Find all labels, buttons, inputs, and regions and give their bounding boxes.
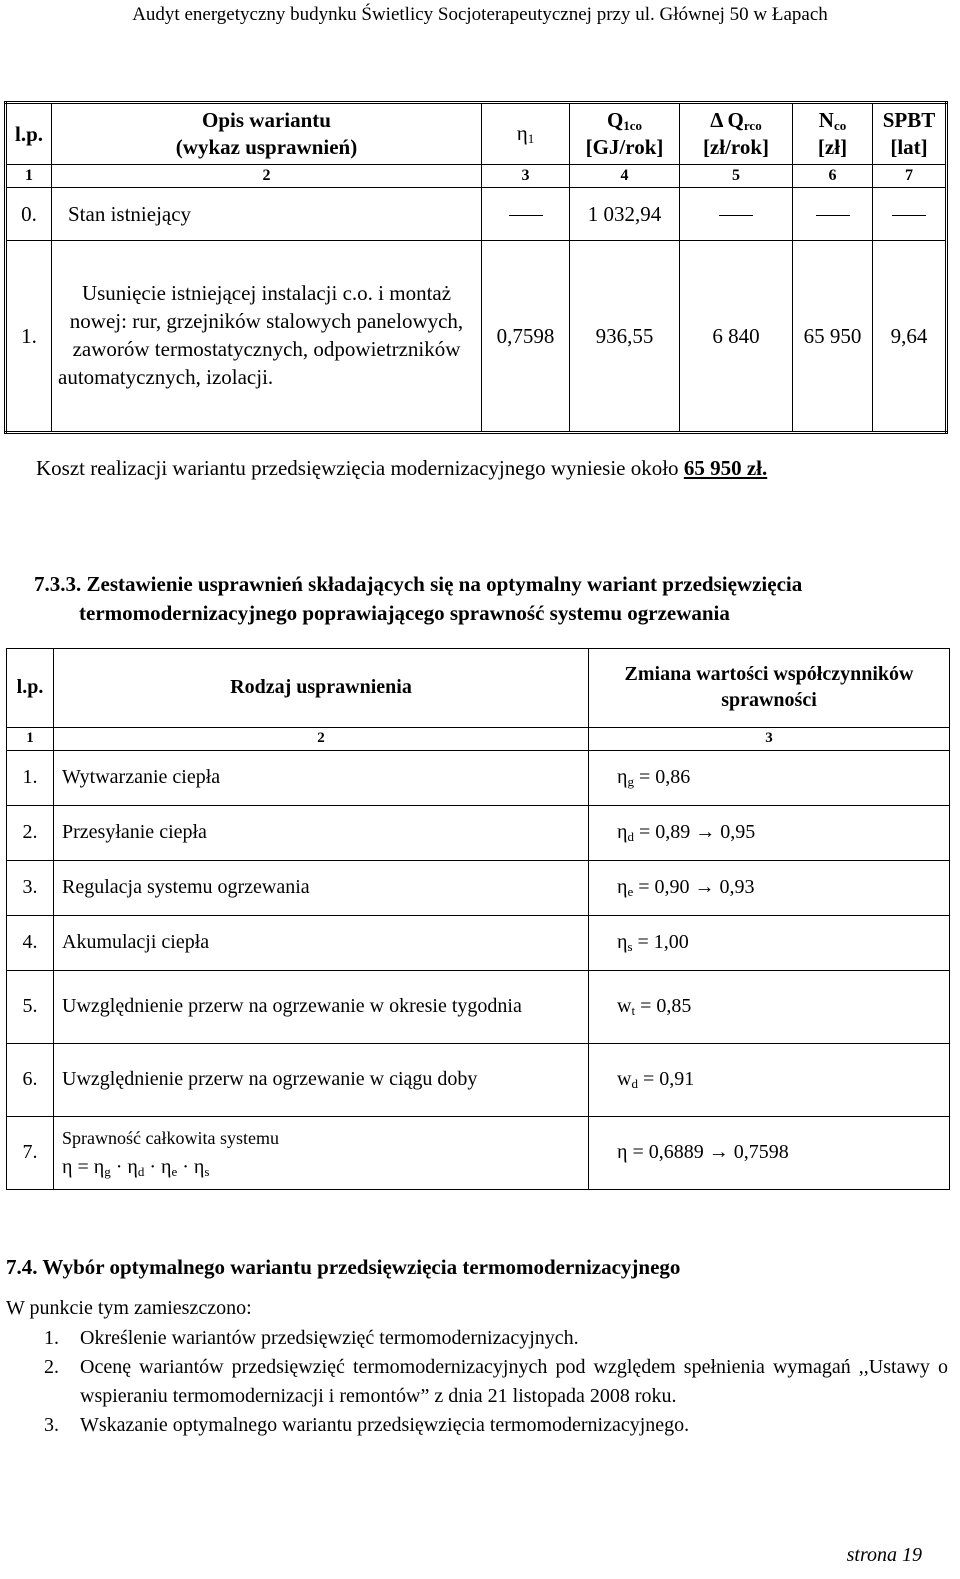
- col-eta: [482, 103, 570, 165]
- table-row: [6, 241, 947, 433]
- value-text: = 0,90 → 0,93: [633, 876, 755, 899]
- section-heading-733: [34, 570, 934, 629]
- row-value: [589, 1117, 950, 1190]
- table-row: [6, 188, 947, 241]
- formula-sub: s: [204, 1163, 210, 1179]
- row-rodzaj: Uwzględnienie przerw na ogrzewanie w ciągu doby: [54, 1044, 589, 1117]
- formula-sub: g: [104, 1163, 111, 1179]
- col-number: 3: [589, 728, 950, 751]
- list-item: [44, 1411, 948, 1440]
- row-lp: 5.: [7, 971, 54, 1044]
- col-zmiana: Zmiana wartości współczynników sprawności: [589, 649, 950, 728]
- variant-table-numbers: [6, 165, 947, 188]
- col-q1co: [570, 103, 680, 165]
- intro-text: W punkcie tym zamieszczono:: [6, 1297, 252, 1319]
- table-row: [7, 806, 950, 861]
- eta-symbol: η: [617, 766, 628, 789]
- value-text: = 0,85: [635, 995, 692, 1018]
- col-number: 4: [570, 165, 680, 188]
- page-number: strona 19: [846, 1544, 922, 1566]
- col-number: 5: [680, 165, 793, 188]
- symbol-sub: d: [627, 829, 634, 845]
- row-lp: 1.: [7, 751, 54, 806]
- row-value: [589, 806, 950, 861]
- list-text: Określenie wariantów przedsięwzięć termomodernizacyjnych.: [80, 1327, 579, 1349]
- nco-sub: co: [833, 117, 847, 133]
- qrco-sub: rco: [743, 117, 762, 133]
- col-opis-l1: Opis wariantu: [202, 108, 331, 133]
- row-value: [589, 861, 950, 916]
- section-heading-74: 7.4. Wybór optymalnego wariantu przedsięwzięcia termomodernizacyjnego: [6, 1255, 681, 1279]
- row-lp: 1.: [6, 241, 52, 433]
- col-number: 1: [6, 165, 52, 188]
- symbol-sub: d: [631, 1076, 638, 1092]
- variant-table: [4, 101, 948, 434]
- value-text: = 0,89 → 0,95: [633, 821, 756, 844]
- col-opis-l2: (wykaz usprawnień): [175, 135, 358, 159]
- spbt-unit: [lat]: [890, 135, 928, 159]
- row-lp: 4.: [7, 916, 54, 971]
- list-item: [44, 1324, 948, 1353]
- table-row: [7, 971, 950, 1044]
- q1co-unit: [GJ/rok]: [585, 135, 664, 160]
- formula-sub: d: [137, 1163, 145, 1179]
- total-efficiency-formula: $\eta = \eta_g \cdot \eta_d \cdot \eta_e \cdot \eta_s$: [62, 1155, 210, 1179]
- col-number: 7: [873, 165, 947, 188]
- eta-symbol: η: [617, 931, 628, 954]
- col-rodzaj: Rodzaj usprawnienia: [54, 649, 589, 728]
- value-text: = 0,86: [633, 766, 691, 789]
- improvements-table: [6, 648, 950, 1190]
- list-text: Ocenę wariantów przedsięwzięć termomodernizacyjnych pod względem spełnienia wymagań ,,Ustawy o wspieraniu termomodernizacji i remontów” z dnia 21 listopada 2008 roku.: [80, 1356, 948, 1407]
- w-symbol: w: [617, 1068, 632, 1091]
- row-spbt: 9,64: [873, 241, 947, 433]
- row-opis: Stan istniejący: [52, 188, 482, 241]
- spbt-main: SPBT: [882, 108, 936, 133]
- list-number: 1.: [44, 1327, 59, 1349]
- row-lp: 3.: [7, 861, 54, 916]
- row-rodzaj: Uwzględnienie przerw na ogrzewanie w okresie tygodnia: [54, 971, 589, 1044]
- eta-symbol: η: [617, 1141, 628, 1164]
- col-number: 2: [52, 165, 482, 188]
- row-rodzaj: Regulacja systemu ogrzewania: [54, 861, 589, 916]
- value-text: = 0,91: [637, 1068, 695, 1091]
- empty-dash: [873, 188, 947, 241]
- formula-sub: e: [171, 1163, 178, 1179]
- col-number: 6: [793, 165, 873, 188]
- row-opis: Usunięcie istniejącej instalacji c.o. i montaż nowej: rur, grzejników stalowych panelowych, zaworów termostatycznych, odpowietrzników automatycznych, izolacji.: [52, 241, 482, 433]
- col-number: 3: [482, 165, 570, 188]
- row-value: [589, 916, 950, 971]
- col-opis: [52, 103, 482, 165]
- cost-text: Koszt realizacji wariantu przedsięwzięcia modernizacyjnego wyniesie około: [36, 456, 684, 480]
- list-number: 2.: [44, 1356, 59, 1378]
- row-lp: 7.: [7, 1117, 54, 1190]
- row-rodzaj: Wytwarzanie ciepła: [54, 751, 589, 806]
- heading-line-2: termomodernizacyjnego poprawiającego sprawność systemu ogrzewania: [79, 601, 730, 626]
- heading-line-1: 7.3.3. Zestawienie usprawnień składających się na optymalny wariant przedsięwzięcia: [34, 572, 803, 596]
- empty-dash: [680, 188, 793, 241]
- table-row: [7, 1117, 950, 1190]
- col-nco: [793, 103, 873, 165]
- row-nco: 65 950: [793, 241, 873, 433]
- row-rodzaj: Akumulacji ciepła: [54, 916, 589, 971]
- total-efficiency-label: Sprawność całkowita systemu: [62, 1127, 279, 1148]
- formula-start: η = η: [62, 1155, 105, 1178]
- symbol-sub: g: [627, 774, 634, 790]
- col-number: 2: [54, 728, 589, 751]
- empty-dash: [793, 188, 873, 241]
- list-number: 3.: [44, 1414, 59, 1436]
- symbol-sub: e: [627, 884, 634, 900]
- col-qrco: [680, 103, 793, 165]
- row-rodzaj: [54, 1117, 589, 1190]
- nco-main: N: [818, 107, 834, 132]
- table-row: [7, 751, 950, 806]
- cost-value: 65 950 zł.: [683, 456, 768, 480]
- empty-dash: [482, 188, 570, 241]
- qrco-unit: [zł/rok]: [702, 135, 770, 160]
- eta-sub: 1: [527, 131, 535, 147]
- col-lp: l.p.: [6, 103, 52, 165]
- qrco-main: Q: [722, 107, 744, 132]
- w-symbol: w: [617, 995, 632, 1018]
- eta-symbol: η: [516, 121, 528, 146]
- row-value: [589, 971, 950, 1044]
- row-qrco: 6 840: [680, 241, 793, 433]
- row-q1co: 936,55: [570, 241, 680, 433]
- eta-symbol: η: [617, 876, 628, 899]
- table-row: [7, 861, 950, 916]
- nco-unit: [zł]: [817, 135, 848, 160]
- table-row: [7, 1044, 950, 1117]
- cost-paragraph: [36, 456, 767, 481]
- row-value: [589, 751, 950, 806]
- row-value: [589, 1044, 950, 1117]
- list-item: [44, 1353, 948, 1411]
- list-text: Wskazanie optymalnego wariantu przedsięwzięcia termomodernizacyjnego.: [80, 1414, 690, 1436]
- row-rodzaj: Przesyłanie ciepła: [54, 806, 589, 861]
- improvements-table-header: [7, 649, 950, 728]
- q1co-main: Q: [606, 107, 624, 132]
- value-text: = 0,6889 → 0,7598: [627, 1141, 789, 1164]
- improvements-table-numbers: [7, 728, 950, 751]
- col-spbt: [873, 103, 947, 165]
- row-lp: 0.: [6, 188, 52, 241]
- eta-symbol: η: [617, 821, 628, 844]
- row-q1co: 1 032,94: [570, 188, 680, 241]
- col-number: 1: [7, 728, 54, 751]
- value-text: = 1,00: [632, 931, 689, 954]
- row-lp: 2.: [7, 806, 54, 861]
- delta-symbol: Δ: [710, 107, 723, 132]
- row-lp: 6.: [7, 1044, 54, 1117]
- col-lp: l.p.: [7, 649, 54, 728]
- symbol-sub: t: [631, 1003, 636, 1019]
- steps-list: [44, 1324, 948, 1440]
- page-header: Audyt energetyczny budynku Świetlicy Socjoterapeutycznej przy ul. Głównej 50 w Łapach: [132, 4, 828, 25]
- row-eta: 0,7598: [482, 241, 570, 433]
- variant-table-header: [6, 103, 947, 165]
- symbol-sub: s: [627, 939, 633, 955]
- table-row: [7, 916, 950, 971]
- q1co-sub: 1co: [623, 117, 643, 133]
